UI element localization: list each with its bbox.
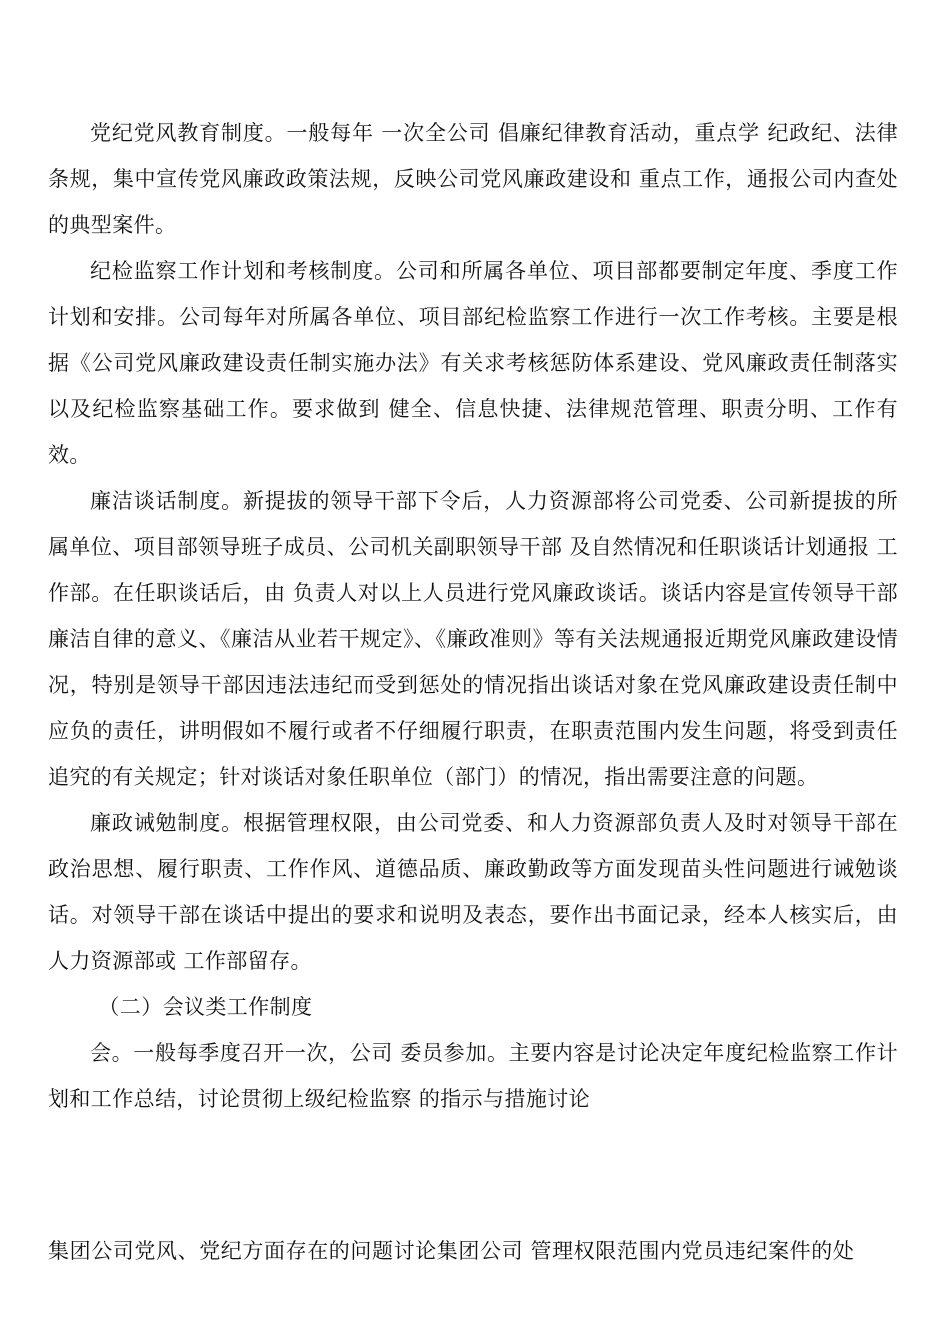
paragraph-integrity-talk: 廉洁谈话制度。新提拔的领导干部下令后，人力资源部将公司党委、公司新提拔的所属单位、项目部领导班子成员、公司机关副职领导干部 及自然情况和任职谈话计划通报 工作部。在任职谈话后，由 负责人对以上人员进行党风廉政谈话。谈话内容是宣传领导干部廉洁自律的意义、《廉洁从业若干规定》、《廉政准则》等有关法规通报近期党风廉政建设情况，特别是领导干部因违法违纪而受到惩处的情况指出谈话对象在党风廉政建设责任制中应负的责任，讲明假如不履行或者不仔细履行职责，在职责范围内发生问题，将受到责任追究的有关规定；针对谈话对象任职单位（部门）的情况，指出需要注意的问题。 <box>48 489 898 789</box>
paragraph-party-discipline-education: 党纪党风教育制度。一般每年 一次全公司 倡廉纪律教育活动，重点学 纪政纪、法律条规，集中宣传党风廉政政策法规，反映公司党风廉政建设和 重点工作，通报公司内查处的典型案件。 <box>48 121 898 237</box>
paragraph-integrity-admonition: 廉政诫勉制度。根据管理权限，由公司党委、和人力资源部负责人及时对领导干部在政治思想、履行职责、工作作风、道德品质、廉政勤政等方面发现苗头性问题进行诫勉谈话。对领导干部在谈话中提出的要求和说明及表态，要作出书面记录，经本人核实后，由人力资源部或 工作部留存。 <box>48 811 898 973</box>
paragraph-final-line: 集团公司党风、党纪方面存在的问题讨论集团公司 管理权限范围内党员违纪案件的处 <box>48 1239 855 1263</box>
paragraph-meeting: 会。一般每季度召开一次，公司 委员参加。主要内容是讨论决定年度纪检监察工作计划和工作总结，讨论贯彻上级纪检监察 的指示与措施讨论 <box>48 1041 898 1111</box>
paragraph-inspection-plan-assessment: 纪检监察工作计划和考核制度。公司和所属各单位、项目部都要制定年度、季度工作计划和安排。公司每年对所属各单位、项目部纪检监察工作进行一次工作考核。主要是根据《公司党风廉政建设责任制实施办法》有关求考核惩防体系建设、党风廉政责任制落实以及纪检监察基础工作。要求做到 健全、信息快捷、法律规范管理、职责分明、工作有效。 <box>48 259 898 467</box>
page-gap <box>48 1122 898 1228</box>
document-body <box>48 110 898 1274</box>
section-heading-meetings: （二）会议类工作制度 <box>98 995 313 1019</box>
